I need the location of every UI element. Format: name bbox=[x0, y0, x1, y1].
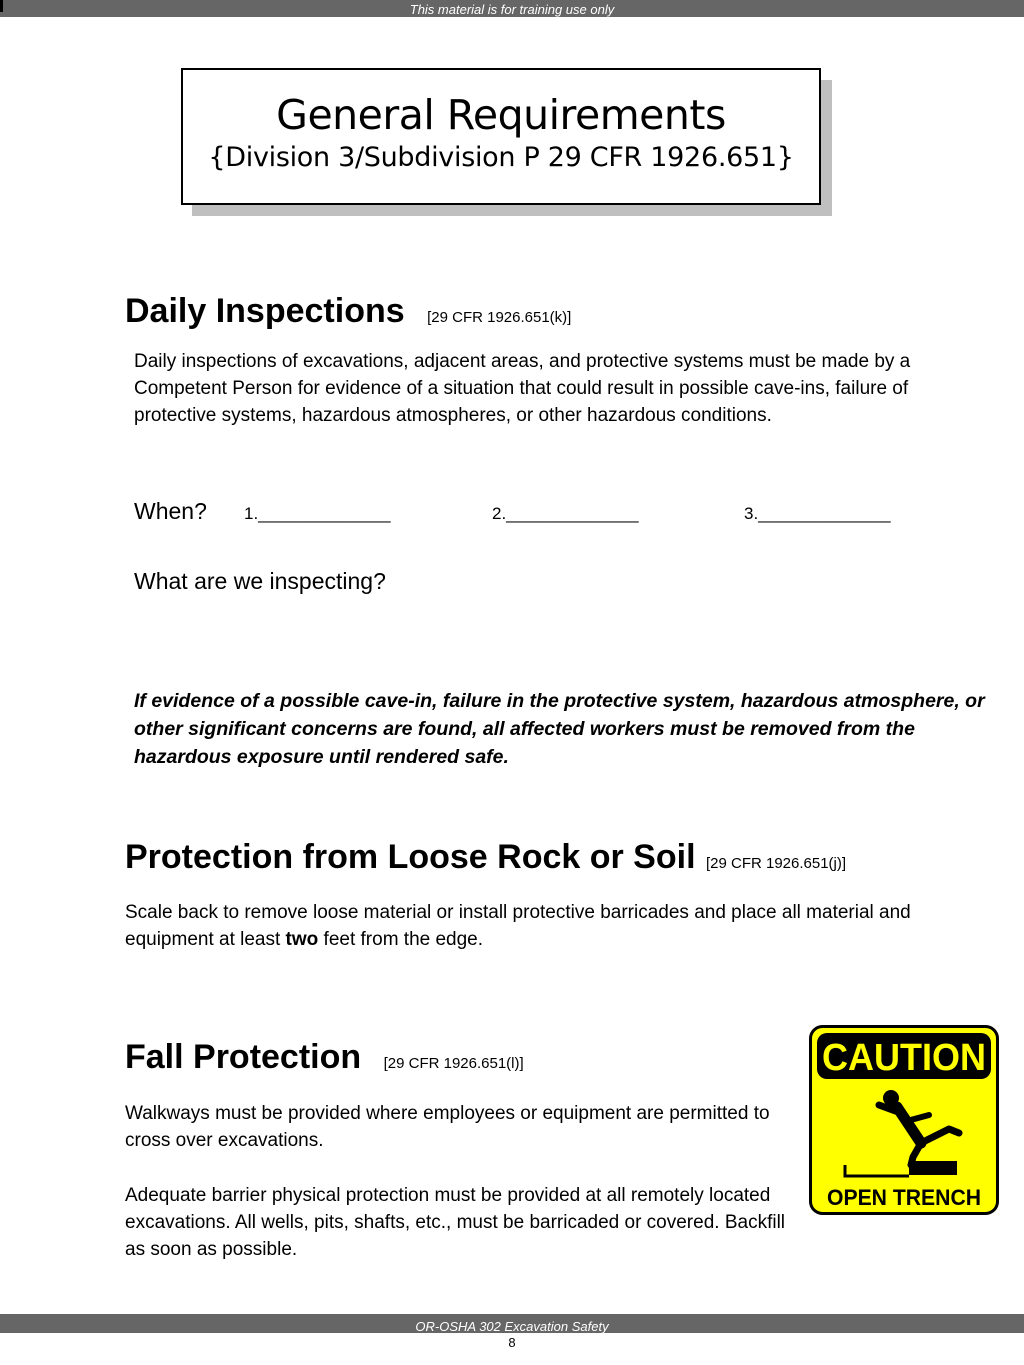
inspecting-question: What are we inspecting? bbox=[134, 568, 386, 594]
loose-rock-body-tail: feet from the edge. bbox=[318, 929, 484, 950]
when-blank-2: 2.______________ bbox=[492, 504, 639, 523]
loose-rock-title: Protection from Loose Rock or Soil bbox=[125, 838, 696, 876]
daily-inspections-body: Daily inspections of excavations, adjacent areas, and protective systems must be made by a Competent Person for evidence of a situation that could result in possible cave-ins, failure of protective systems, hazardous atmospheres, or other hazardous conditions. bbox=[134, 351, 911, 426]
when-blank-1: 1.______________ bbox=[244, 504, 391, 523]
loose-rock-body bbox=[125, 899, 955, 953]
footer-bar bbox=[0, 1314, 1024, 1333]
page-title: General Requirements bbox=[276, 91, 726, 139]
banner-text: This material is for training use only bbox=[409, 2, 615, 17]
title-box bbox=[181, 68, 821, 205]
loose-rock-ref: [29 CFR 1926.651(j)] bbox=[705, 855, 847, 872]
fall-protection-para-2: Adequate barrier physical protection must be provided at all remotely located excavations. All wells, pits, shafts, etc., must be barricaded or covered. Backfill as soon as possible. bbox=[125, 1185, 786, 1260]
daily-inspections-ref: [29 CFR 1926.651(k)] bbox=[427, 309, 572, 326]
corner-mark bbox=[0, 0, 3, 12]
caution-sign bbox=[809, 1025, 999, 1215]
removal-warning: If evidence of a possible cave-in, failure in the protective system, hazardous atmosphere, or other significant concerns are found, all affected workers must be removed from the hazardous exposure until rendered safe. bbox=[134, 690, 985, 768]
when-blank-3: 3.______________ bbox=[744, 504, 891, 523]
fall-protection-para-1: Walkways must be provided where employees or equipment are permitted to cross over excavations. bbox=[125, 1103, 770, 1151]
page-number: 8 bbox=[508, 1335, 516, 1350]
open-trench-word: OPEN TRENCH bbox=[827, 1185, 981, 1210]
footer-course: OR-OSHA 302 Excavation Safety bbox=[415, 1319, 609, 1334]
fall-protection-heading bbox=[125, 1038, 524, 1077]
fall-protection-title: Fall Protection bbox=[125, 1038, 362, 1076]
loose-rock-heading bbox=[125, 838, 846, 877]
loose-rock-body-text: Scale back to remove loose material or install protective barricades and place all material and equipment at least bbox=[125, 902, 911, 950]
when-label: When? bbox=[134, 498, 207, 524]
fall-protection-ref: [29 CFR 1926.651(l)] bbox=[383, 1055, 524, 1072]
caution-word: CAUTION bbox=[822, 1037, 986, 1079]
daily-inspections-title: Daily Inspections bbox=[125, 292, 405, 330]
top-banner bbox=[0, 0, 1024, 17]
page-subtitle: {Division 3/Subdivision P 29 CFR 1926.651} bbox=[208, 142, 794, 173]
loose-rock-emphasis: two bbox=[285, 929, 319, 950]
daily-inspections-heading bbox=[125, 292, 571, 331]
